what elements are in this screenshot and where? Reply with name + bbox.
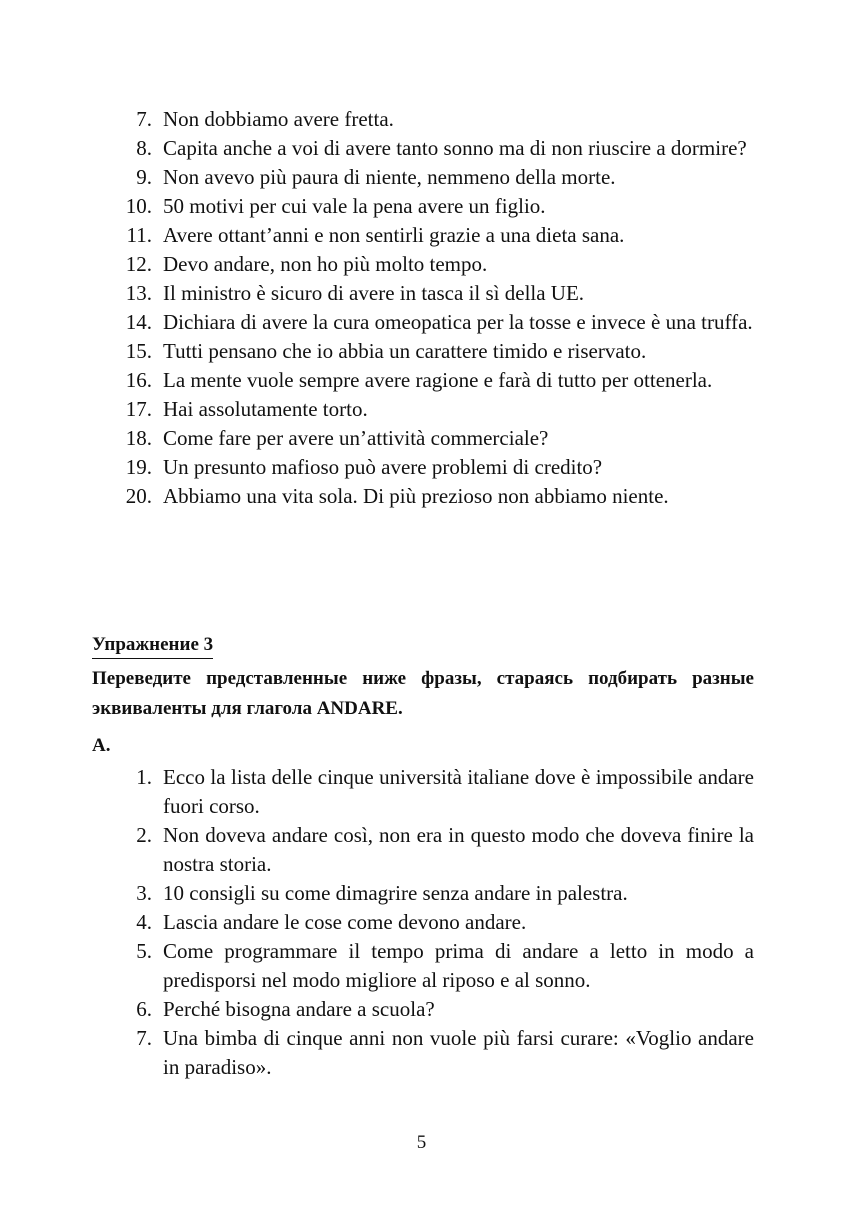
item-number: 10.: [125, 194, 152, 218]
item-number: 20.: [125, 484, 152, 508]
item-number: 18.: [125, 426, 152, 450]
item-text: Ecco la lista delle cinque università italiane dove è impossibile andare fuori corso.: [163, 765, 754, 818]
list-item: [92, 879, 754, 908]
list-item: [92, 366, 754, 395]
item-number: 5.: [136, 939, 152, 963]
item-text: Devo andare, non ho più molto tempo.: [163, 252, 488, 276]
item-number: 9.: [136, 165, 152, 189]
item-number: 16.: [125, 368, 152, 392]
item-number: 2.: [136, 823, 152, 847]
item-text: 50 motivi per cui vale la pena avere un figlio.: [163, 194, 546, 218]
item-text: Dichiara di avere la cura omeopatica per la tosse e invece è una truffa.: [163, 310, 753, 334]
item-text: Un presunto mafioso può avere problemi di credito?: [163, 455, 603, 479]
item-number: 15.: [125, 339, 152, 363]
item-number: 14.: [125, 310, 152, 334]
item-number: 3.: [136, 881, 152, 905]
list-item: [92, 908, 754, 937]
item-text: Come fare per avere un’attività commerciale?: [163, 426, 549, 450]
item-text: Abbiamo una vita sola. Di più prezioso non abbiamo niente.: [163, 484, 669, 508]
list-item: [92, 134, 754, 163]
list-item: [92, 482, 754, 511]
sentence-list-avere: [92, 105, 754, 511]
exercise-heading: Упражнение 3: [92, 632, 213, 659]
sentence-list-andare: [92, 763, 754, 1082]
item-number: 7.: [136, 1026, 152, 1050]
section-label: A.: [92, 735, 111, 756]
list-item: [92, 395, 754, 424]
list-item: [92, 163, 754, 192]
list-item: [92, 192, 754, 221]
item-number: 12.: [125, 252, 152, 276]
item-text: Perché bisogna andare a scuola?: [163, 997, 435, 1021]
item-text: Tutti pensano che io abbia un carattere timido e riservato.: [163, 339, 647, 363]
item-number: 4.: [136, 910, 152, 934]
list-item: [92, 821, 754, 879]
item-number: 8.: [136, 136, 152, 160]
exercise-instruction: Переведите представленные ниже фразы, стараясь подбирать разные эквиваленты для глагола ANDARE.: [92, 668, 754, 719]
list-item: [92, 995, 754, 1024]
item-text: Una bimba di cinque anni non vuole più farsi curare: «Voglio andare in paradiso».: [163, 1026, 754, 1079]
list-item: [92, 279, 754, 308]
item-text: Hai assolutamente torto.: [163, 397, 368, 421]
item-text: Avere ottant’anni e non sentirli grazie a una dieta sana.: [163, 223, 625, 247]
item-text: Non dobbiamo avere fretta.: [163, 107, 394, 131]
list-item: [92, 1024, 754, 1082]
page-number: 5: [416, 1132, 427, 1153]
item-number: 11.: [126, 223, 152, 247]
list-item: [92, 221, 754, 250]
item-number: 6.: [136, 997, 152, 1021]
item-number: 1.: [136, 765, 152, 789]
item-number: 19.: [125, 455, 152, 479]
list-item: [92, 308, 754, 337]
item-text: Non doveva andare così, non era in questo modo che doveva finire la nostra storia.: [163, 823, 754, 876]
item-text: Il ministro è sicuro di avere in tasca il sì della UE.: [163, 281, 585, 305]
item-text: Non avevo più paura di niente, nemmeno della morte.: [163, 165, 616, 189]
list-item: [92, 453, 754, 482]
item-number: 13.: [125, 281, 152, 305]
list-item: [92, 105, 754, 134]
list-item: [92, 763, 754, 821]
item-text: La mente vuole sempre avere ragione e farà di tutto per ottenerla.: [163, 368, 713, 392]
item-text: Capita anche a voi di avere tanto sonno ma di non riuscire a dormire?: [163, 136, 747, 160]
item-text: Come programmare il tempo prima di andare a letto in modo a predisporsi nel modo migliore al riposo e al sonno.: [163, 939, 754, 992]
list-item: [92, 937, 754, 995]
list-item: [92, 424, 754, 453]
item-text: 10 consigli su come dimagrire senza andare in palestra.: [163, 881, 628, 905]
list-item: [92, 337, 754, 366]
item-number: 17.: [125, 397, 152, 421]
item-text: Lascia andare le cose come devono andare.: [163, 910, 527, 934]
item-number: 7.: [136, 107, 152, 131]
list-item: [92, 250, 754, 279]
